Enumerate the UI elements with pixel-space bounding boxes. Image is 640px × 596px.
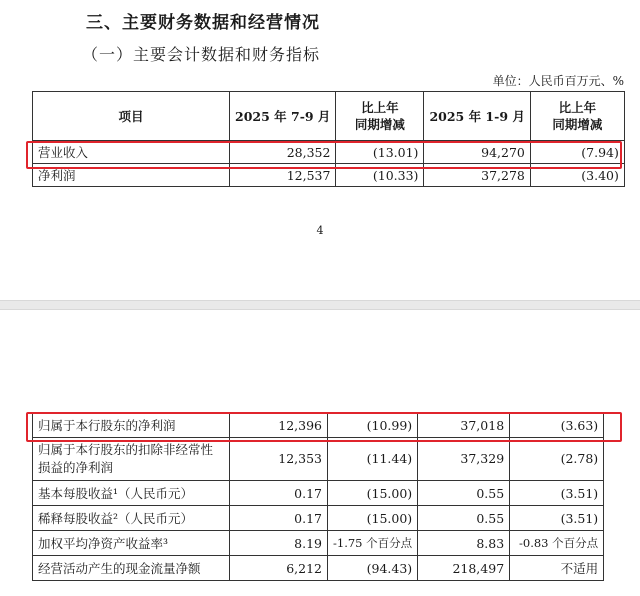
cell-q3: 12,353: [230, 438, 328, 481]
header-ytd-change: 比上年 同期增减: [530, 92, 624, 141]
financial-table-bottom: [32, 412, 604, 581]
cell-q3: 8.19: [230, 531, 328, 556]
table-row: [33, 531, 604, 556]
cell-ytd-change: 不适用: [510, 556, 604, 581]
cell-q3-change: (10.99): [328, 413, 418, 438]
row-label: 营业收入: [33, 141, 230, 164]
cell-q3-change: (15.00): [328, 506, 418, 531]
header-ytd: 2025 年 1-9 月: [424, 92, 530, 141]
cell-ytd: 37,329: [418, 438, 510, 481]
cell-ytd-change: -0.83 个百分点: [510, 531, 604, 556]
table-row: [33, 438, 604, 481]
header-q3: 2025 年 7-9 月: [230, 92, 336, 141]
table-row: [33, 506, 604, 531]
cell-q3-change: -1.75 个百分点: [328, 531, 418, 556]
table-row: [33, 556, 604, 581]
section-heading: 三、主要财务数据和经营情况: [86, 13, 320, 33]
cell-ytd: 37,278: [424, 164, 530, 187]
table-row: [33, 164, 625, 187]
cell-ytd-change: (3.51): [510, 481, 604, 506]
cell-ytd: 94,270: [424, 141, 530, 164]
cell-ytd: 8.83: [418, 531, 510, 556]
cell-q3: 6,212: [230, 556, 328, 581]
row-label: 基本每股收益¹（人民币元）: [33, 481, 230, 506]
cell-ytd-change: (7.94): [530, 141, 624, 164]
table-row: [33, 413, 604, 438]
cell-q3-change: (10.33): [336, 164, 424, 187]
cell-q3: 12,396: [230, 413, 328, 438]
cell-ytd: 0.55: [418, 481, 510, 506]
row-label: 经营活动产生的现金流量净额: [33, 556, 230, 581]
cell-q3: 12,537: [230, 164, 336, 187]
report-page-lower: [0, 310, 640, 596]
cell-ytd: 0.55: [418, 506, 510, 531]
cell-q3: 0.17: [230, 481, 328, 506]
cell-ytd-change: (2.78): [510, 438, 604, 481]
row-label: 归属于本行股东的扣除非经常性损益的净利润: [33, 438, 230, 481]
header-item: 项目: [33, 92, 230, 141]
table-row: [33, 141, 625, 164]
cell-ytd-change: (3.40): [530, 164, 624, 187]
page-number: 4: [316, 224, 324, 237]
table-row: [33, 481, 604, 506]
header-q3-change: 比上年 同期增减: [336, 92, 424, 141]
row-label: 归属于本行股东的净利润: [33, 413, 230, 438]
row-label: 稀释每股收益²（人民币元）: [33, 506, 230, 531]
row-label: 净利润: [33, 164, 230, 187]
cell-q3-change: (94.43): [328, 556, 418, 581]
cell-q3: 28,352: [230, 141, 336, 164]
cell-q3: 0.17: [230, 506, 328, 531]
subsection-heading: （一）主要会计数据和财务指标: [82, 45, 321, 64]
cell-q3-change: (15.00): [328, 481, 418, 506]
cell-q3-change: (13.01): [336, 141, 424, 164]
financial-table-top: [32, 91, 625, 187]
cell-ytd-change: (3.51): [510, 506, 604, 531]
cell-ytd-change: (3.63): [510, 413, 604, 438]
cell-q3-change: (11.44): [328, 438, 418, 481]
table-header-row: [33, 92, 625, 141]
cell-ytd: 218,497: [418, 556, 510, 581]
unit-label: 单位：人民币百万元、%: [492, 74, 624, 88]
cell-ytd: 37,018: [418, 413, 510, 438]
row-label: 加权平均净资产收益率³: [33, 531, 230, 556]
page-separator: [0, 300, 640, 310]
